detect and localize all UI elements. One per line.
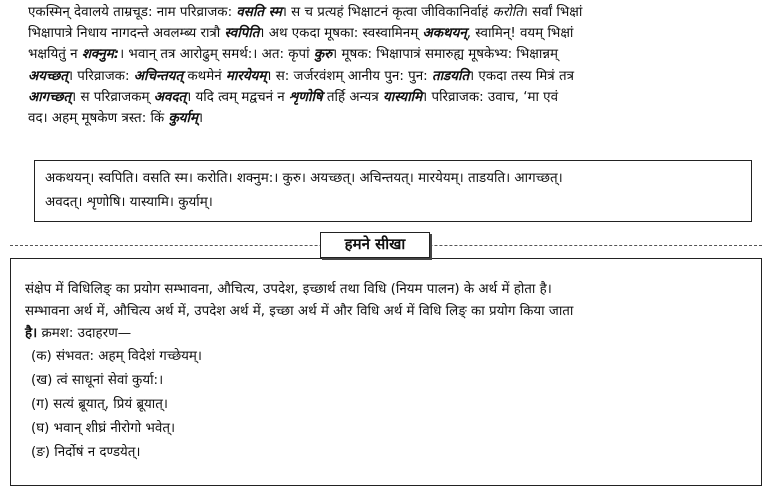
example-nga: (ङ) निर्दोषं न दण्डयेत्।: [31, 445, 141, 460]
passage-line-3: भक्षयितुं न शक्नुम:। भवान् तत्र आरोढुम् समर्थ:। अत: कृपां कुरु। मूषक: भिक्षापात्रं समारुह्य मूषकेभ्य: भिक्षान्नम्: [28, 47, 559, 63]
learned-intro-line-1: संक्षेप में विधिलिङ् का प्रयोग सम्भावना, औचित्य, उपदेश, इच्छार्थ तथा विधि (नियम पालन) के अर्थ में होता है।: [25, 282, 552, 297]
passage-line-6: वद। अहम् मूषकेण त्रस्त: किं कुर्याम्।: [28, 111, 204, 127]
learned-intro-line-2: सम्भावना अर्थ में, औचित्य अर्थ में, उपदेश अर्थ में, इच्छा अर्थ में और विधि अर्थ में विधि लिङ् का प्रयोग किया जाता: [25, 304, 574, 319]
passage-line-5: आगच्छत्। स परिव्राजकम् अवदत्। यदि त्वम् मद्वचनं न शृणोषि तर्हि अन्यत्र यास्यामि। परिव्राजक: उवाच, ‘मा एवं: [28, 89, 559, 105]
example-kha: (ख) त्वं साधूनां सेवां कुर्या:।: [31, 373, 164, 388]
passage-line-4: अयच्छत्। परिव्राजक: अचिन्तयत् कथमेनं मारयेयम्। स: जर्जरवंशम् आनीय पुन: पुन: ताडयति। एकदा तस्य मित्रं तत्र: [28, 68, 574, 84]
example-ga: (ग) सत्यं ब्रूयात्, प्रियं ब्रूयात्।: [31, 397, 168, 412]
verb-list-line-2: अवदत्। शृणोषि। यास्यामि। कुर्याम्।: [45, 195, 213, 210]
story-passage: [28, 2, 758, 129]
passage-line-1: एकस्मिन् देवालये ताम्रचूड: नाम परिव्राजक: वसति स्म। स च प्रत्यहं भिक्षाटनं कृत्वा जीविकानिर्वाहं करोति। सर्वां भिक्षां: [28, 5, 583, 20]
passage-line-2: भिक्षापात्रे निधाय नागदन्ते अवलम्ब्य रात्रौ स्वपिति। अथ एकदा मूषका: स्वस्वामिनम् अकथयन्, स्वामिन्! वयम् भिक्षां: [28, 26, 574, 42]
learned-intro-line-3: है। क्रमश: उदाहरण—: [25, 326, 132, 341]
learned-section-box: [10, 258, 762, 486]
example-ka: (क) संभवत: अहम् विदेशं गच्छेयम्।: [31, 349, 202, 364]
verb-list-line-1: अकथयन्। स्वपिति। वसति स्म। करोति। शक्नुम:। कुरु। अयच्छत्। अचिन्तयत्। मारयेयम्। ताडयति। आगच्छत्।: [45, 171, 563, 186]
example-gha: (घ) भवान् शीघ्रं नीरोगो भवेत्।: [31, 421, 176, 436]
section-heading: हमने सीखा: [320, 232, 430, 258]
verb-list-box: [34, 160, 752, 222]
